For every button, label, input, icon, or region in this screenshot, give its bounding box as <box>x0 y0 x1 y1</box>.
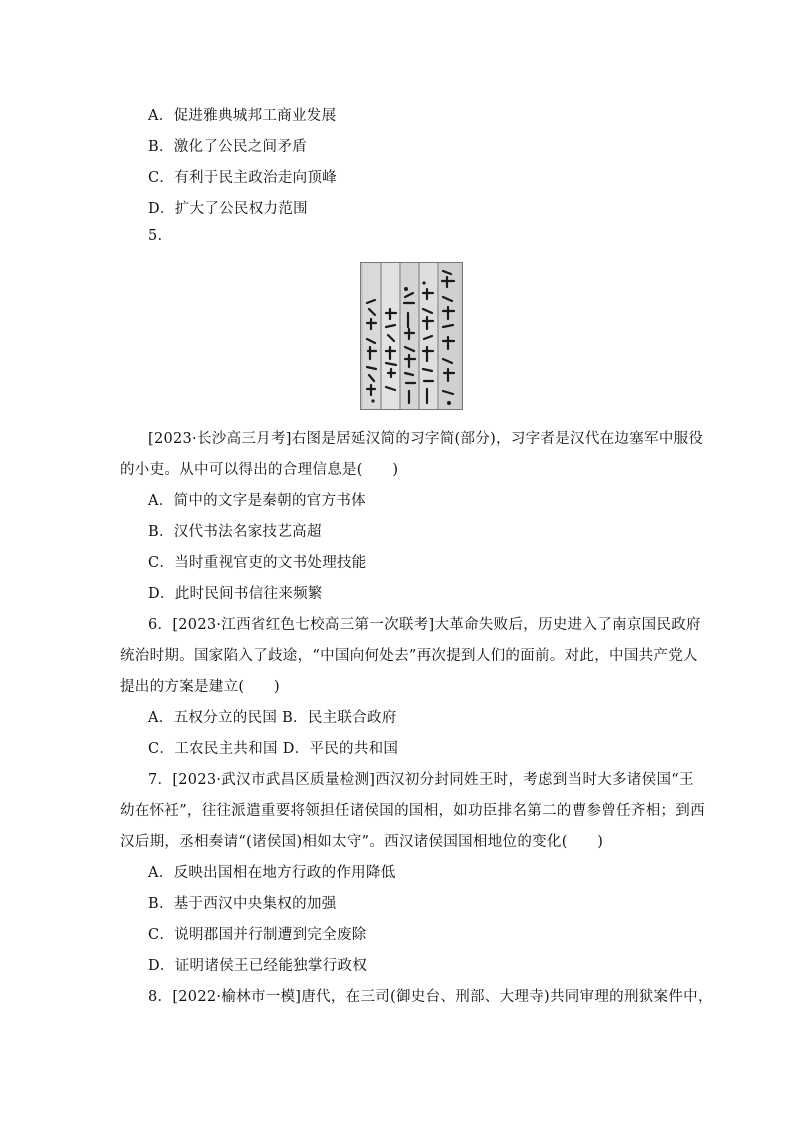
q7-option-d: D．证明诸侯王已经能独掌行政权 <box>148 958 368 974</box>
q4-option-a: A．促进雅典城邦工商业发展 <box>148 108 337 124</box>
q6-stem-line2: 统治时期。国家陷入了歧途，“中国向何处去”再次提到人们的面前。对此，中国共产党人 <box>120 648 698 664</box>
q8-stem-line1: 8．[2022·榆林市一模]唐代，在三司(御史台、刑部、大理寺)共同审理的刑狱案件中， <box>148 989 713 1005</box>
q6-stem-line3: 提出的方案是建立( ) <box>120 679 280 695</box>
q5-option-a: A．简中的文字是秦朝的官方书体 <box>148 493 366 509</box>
q4-option-d: D．扩大了公民权力范围 <box>148 201 308 217</box>
q5-stem-line1: [2023·长沙高三月考]右图是居延汉简的习字简(部分)，习字者是汉代在边塞军中服役 <box>148 431 704 447</box>
q7-stem-line3: 汉后期，丞相奏请“(诸侯国)相如太守”。西汉诸侯国国相地位的变化( ) <box>120 834 604 850</box>
q7-option-a: A．反映出国相在地方行政的作用降低 <box>148 865 396 881</box>
q5-stem-line2: 的小吏。从中可以得出的合理信息是( ) <box>120 462 399 478</box>
q6-stem-line1: 6．[2023·江西省红色七校高三第一次联考]大革命失败后，历史进入了南京国民政府 <box>148 617 701 633</box>
q5-option-b: B．汉代书法名家技艺高超 <box>148 524 322 540</box>
q4-option-c: C．有利于民主政治走向顶峰 <box>148 170 337 186</box>
q7-option-c: C．说明郡国并行制遭到完全废除 <box>148 927 367 943</box>
q5-option-c: C．当时重视官吏的文书处理技能 <box>148 555 367 571</box>
q5-option-d: D．此时民间书信往来频繁 <box>148 586 323 602</box>
q7-option-b: B．基于西汉中央集权的加强 <box>148 896 337 912</box>
bamboo-slips-image <box>360 262 463 410</box>
q7-stem-line1: 7．[2023·武汉市武昌区质量检测]西汉初分封同姓王时，考虑到当时大多诸侯国“王 <box>148 772 694 788</box>
q6-options-row1: A．五权分立的民国 B．民主联合政府 <box>148 710 397 726</box>
q6-options-row2: C．工农民主共和国 D．平民的共和国 <box>148 741 399 757</box>
bamboo-slips-drawing <box>361 263 462 409</box>
q5-number: 5. <box>148 228 163 244</box>
q7-stem-line2: 幼在怀衽”，往往派遣重要将领担任诸侯国的国相，如功臣排名第二的曹参曾任齐相；到西 <box>120 803 705 819</box>
q4-option-b: B．激化了公民之间矛盾 <box>148 139 307 155</box>
